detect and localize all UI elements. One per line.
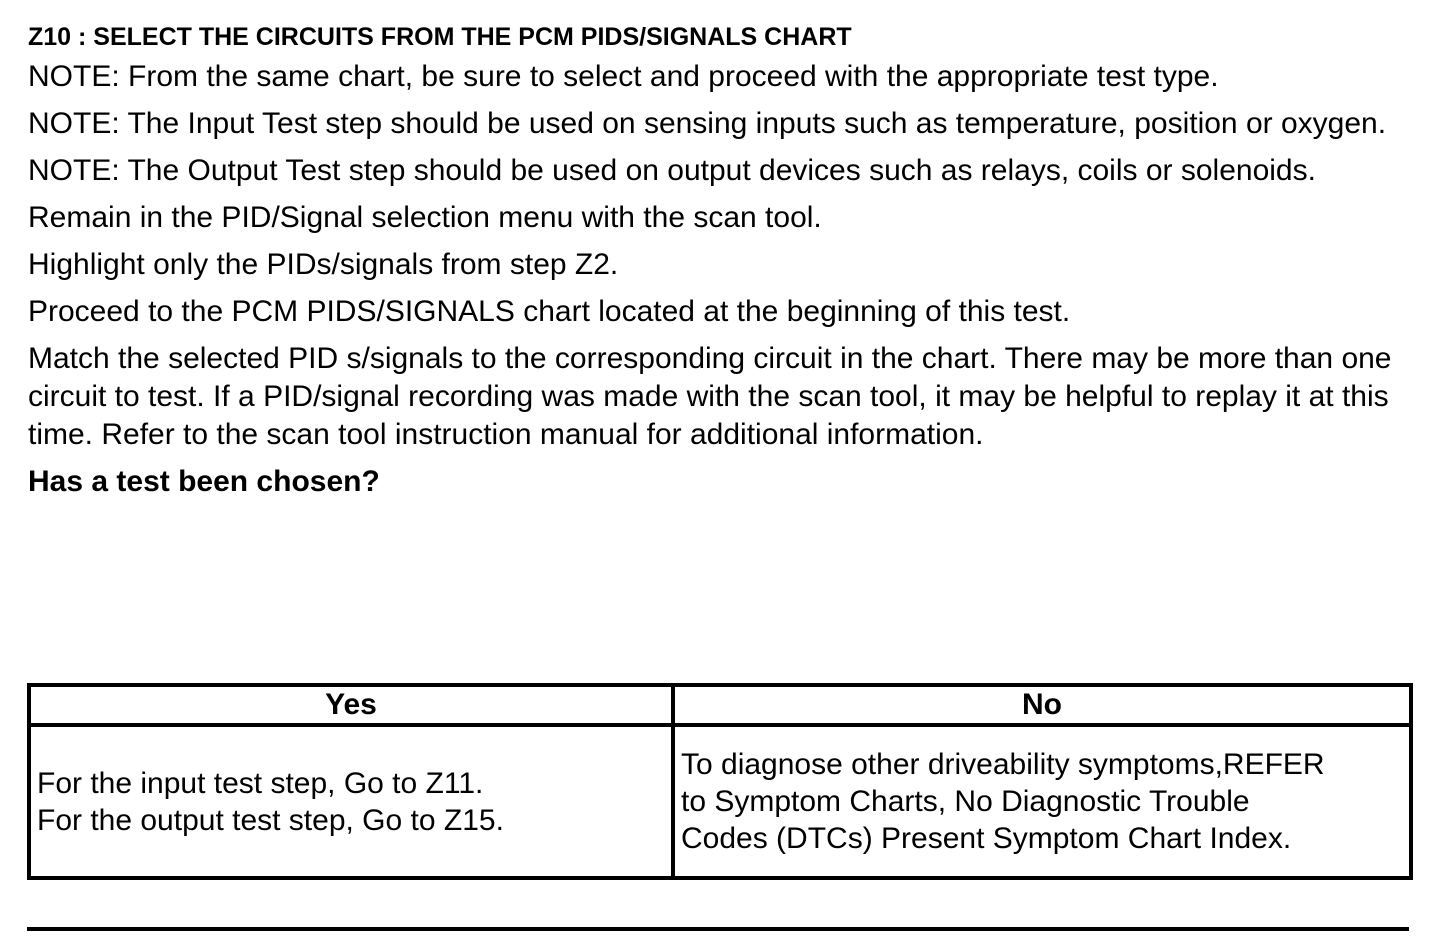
yes-output-test-line: For the output test step, Go to Z15. [37,803,504,837]
note-test-type: NOTE: From the same chart, be sure to select and proceed with the appropriate test type. [28,60,1219,93]
no-cell [673,725,1411,878]
no-line-2: to Symptom Charts, No Diagnostic Trouble [681,785,1250,818]
yes-header: Yes [29,685,673,725]
yes-cell [29,725,673,878]
yes-no-table [27,683,1413,880]
no-header: No [673,685,1411,725]
instruction-remain-in-menu: Remain in the PID/Signal selection menu with the scan tool. [28,201,822,234]
table-header-row [29,685,1411,725]
note-output-test: NOTE: The Output Test step should be used on output devices such as relays, coils or solenoids. [28,154,1316,187]
no-line-1: To diagnose other driveability symptoms,REFER [681,748,1325,781]
no-line-3: Codes (DTCs) Present Symptom Chart Index. [681,822,1292,855]
decision-question: Has a test been chosen? [28,465,380,498]
table-row [29,725,1411,878]
instruction-match-pids: Match the selected PID s/signals to the corresponding circuit in the chart. There may be more than one circuit to test. If a PID/signal recording was made with the scan tool, it may be helpful to replay it at this time. Refer to the scan tool instruction manual for additional information. [28,342,1392,451]
step-heading: Z10 : SELECT THE CIRCUITS FROM THE PCM PIDS/SIGNALS CHART [28,23,852,51]
instruction-proceed-to-chart: Proceed to the PCM PIDS/SIGNALS chart located at the beginning of this test. [28,295,1071,328]
note-input-test: NOTE: The Input Test step should be used on sensing inputs such as temperature, position or oxygen. [28,107,1387,140]
bottom-divider [27,927,1409,931]
instruction-highlight-pids: Highlight only the PIDs/signals from step Z2. [28,248,619,281]
yes-input-test-line: For the input test step, Go to Z11. [37,766,484,800]
document-page [28,20,1412,501]
